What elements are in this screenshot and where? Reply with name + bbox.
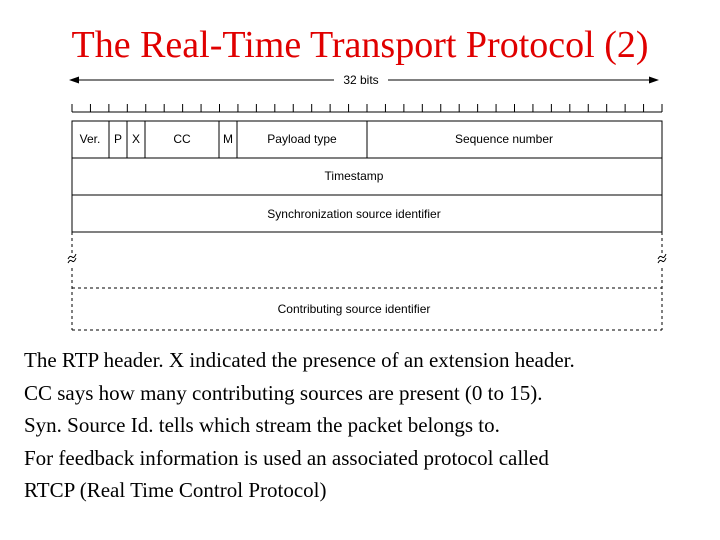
field-payload-type: Payload type <box>267 132 337 146</box>
field-csrc: Contributing source identifier <box>277 302 431 316</box>
caption-line-2: CC says how many contributing sources are present (0 to 15). <box>24 380 543 405</box>
field-padding: P <box>113 132 123 146</box>
caption-line-3: Syn. Source Id. tells which stream the packet belongs to. <box>24 413 500 437</box>
field-timestamp: Timestamp <box>324 169 384 183</box>
break-marks <box>67 253 667 267</box>
field-ssrc: Synchronization source identifier <box>267 207 441 221</box>
field-csrc-count: CC <box>173 132 191 146</box>
arrow-right-icon <box>649 77 659 84</box>
slide-title: The Real-Time Transport Protocol (2) <box>71 24 649 66</box>
field-extension: X <box>131 132 141 146</box>
field-version: Ver. <box>79 132 101 146</box>
bit-width-label: 32 bits <box>343 73 379 87</box>
caption <box>24 344 714 507</box>
field-sequence-number: Sequence number <box>454 132 554 146</box>
bit-ruler <box>72 104 662 112</box>
arrow-left-icon <box>69 77 79 84</box>
caption-line-1: The RTP header. X indicated the presence of an extension header. <box>24 348 575 372</box>
caption-line-4: For feedback information is used an associated protocol called <box>24 445 549 470</box>
field-marker: M <box>223 132 233 146</box>
caption-line-5: RTCP (Real Time Control Protocol) <box>24 478 327 502</box>
